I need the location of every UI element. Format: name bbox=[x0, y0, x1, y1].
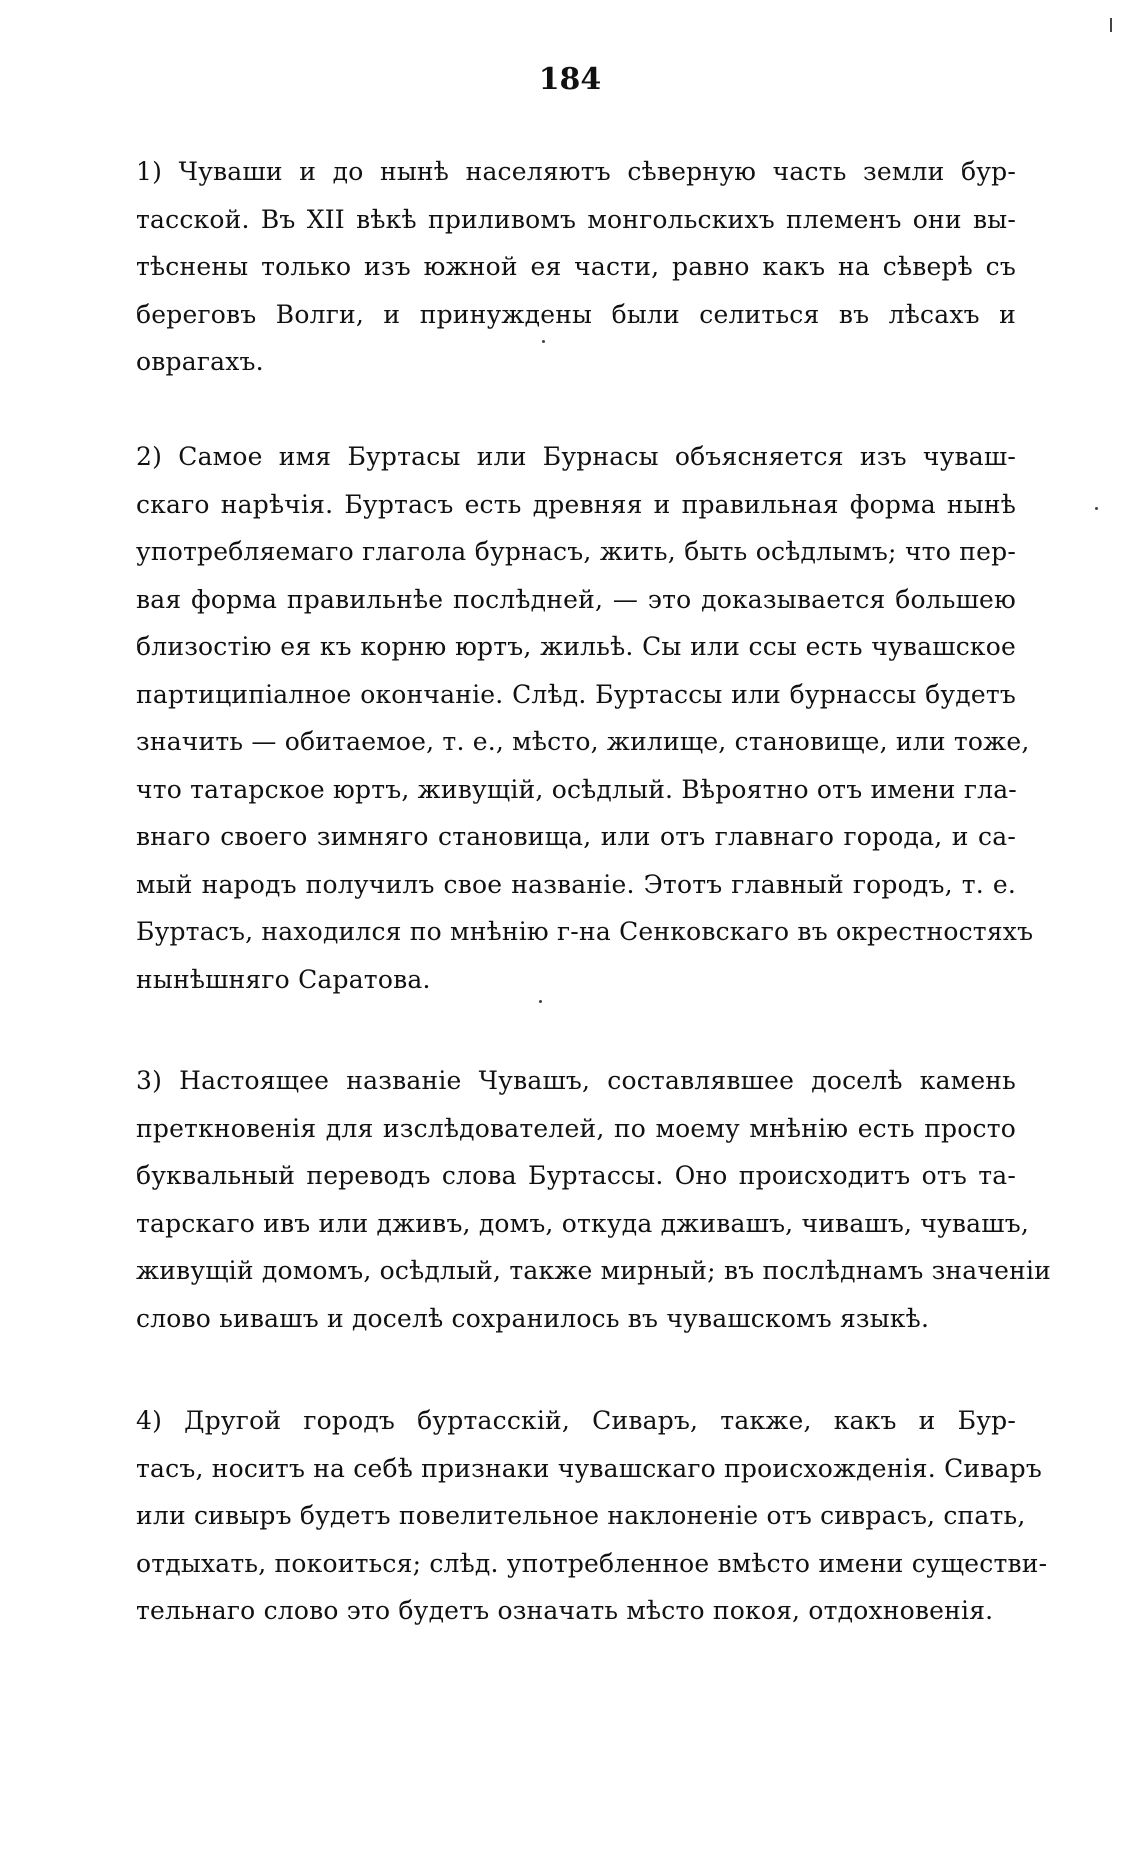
text-line: тасъ, носитъ на себѣ признаки чувашскаго происхожденія. Сиваръ bbox=[136, 1453, 1042, 1483]
text-line: партиципіалное окончаніе. Слѣд. Буртассы или бурнассы будетъ bbox=[136, 679, 1016, 709]
text-line: буквальный переводъ слова Буртассы. Оно происходитъ отъ та- bbox=[136, 1161, 1016, 1190]
footnote-4 bbox=[136, 1397, 1048, 1635]
text-line: что татарское юртъ, живущій, осѣдлый. Вѣроятно отъ имени гла- bbox=[136, 774, 1017, 804]
footnote-3 bbox=[136, 1057, 1052, 1342]
text-line: оврагахъ. bbox=[136, 347, 264, 376]
footnote-1 bbox=[136, 148, 1016, 386]
text-line: вая форма правильнѣе послѣдней, — это доказывается большею bbox=[136, 584, 1016, 614]
text-line: Буртасъ, находился по мнѣнію г-на Сенковскаго въ окрестностяхъ bbox=[136, 917, 1034, 946]
text-line: скаго нарѣчія. Буртасъ есть древняя и правильная форма нынѣ bbox=[136, 489, 1016, 519]
scan-speck bbox=[542, 340, 545, 343]
text-line: отдыхать, покоиться; слѣд. употребленное вмѣсто имени существи- bbox=[136, 1548, 1048, 1578]
page-number: 184 bbox=[538, 62, 602, 97]
text-line: нынѣшняго Саратова. bbox=[136, 964, 431, 994]
text-line: 4) Другой городъ буртасскій, Сиваръ, также, какъ и Бур- bbox=[136, 1406, 1016, 1435]
footnote-2 bbox=[136, 433, 1034, 1003]
text-line: тасской. Въ XII вѣкѣ приливомъ монгольскихъ племенъ они вы- bbox=[136, 204, 1016, 234]
text-line: 2) Самое имя Буртасы или Бурнасы объясняется изъ чуваш- bbox=[136, 442, 1016, 471]
text-line: значить — обитаемое, т. е., мѣсто, жилище, становище, или тоже, bbox=[136, 727, 1030, 756]
text-line: 3) Настоящее названіе Чувашъ, составлявшее доселѣ камень bbox=[136, 1066, 1016, 1095]
scan-speck bbox=[1095, 507, 1098, 510]
text-line: живущій домомъ, осѣдлый, также мирный; въ послѣднамъ значеніи bbox=[136, 1256, 1052, 1285]
text-line: слово ьивашъ и доселѣ сохранилось въ чувашскомъ языкѣ. bbox=[136, 1303, 930, 1333]
scan-speck bbox=[1110, 18, 1112, 32]
text-line: употребляемаго глагола бурнасъ, жить, быть осѣдлымъ; что пер- bbox=[136, 537, 1016, 566]
scan-speck bbox=[539, 1000, 542, 1003]
text-line: близостію ея къ корню юртъ, жильѣ. Сы или ссы есть чувашское bbox=[136, 632, 1016, 661]
text-line: или сивыръ будетъ повелительное наклоненіе отъ сиврасъ, спать, bbox=[136, 1501, 1026, 1530]
text-line: преткновенія для изслѣдователей, по моему мнѣнію есть просто bbox=[136, 1113, 1016, 1143]
text-line: внаго своего зимняго становища, или отъ главнаго города, и са- bbox=[136, 822, 1016, 851]
text-line: тарскаго ивъ или дживъ, домъ, откуда дживашъ, чивашъ, чувашъ, bbox=[136, 1208, 1029, 1238]
text-line: береговъ Волги, и принуждены были селиться въ лѣсахъ и bbox=[136, 299, 1016, 329]
text-line: 1) Чуваши и до нынѣ населяютъ сѣверную часть земли бур- bbox=[136, 157, 1016, 186]
text-line: тельнаго слово это будетъ означать мѣсто покоя, отдохновенія. bbox=[136, 1596, 994, 1625]
text-line: мый народъ получилъ свое названіе. Этотъ главный городъ, т. е. bbox=[136, 869, 1016, 899]
text-line: тѣснены только изъ южной ея части, равно какъ на сѣверѣ съ bbox=[136, 252, 1016, 281]
